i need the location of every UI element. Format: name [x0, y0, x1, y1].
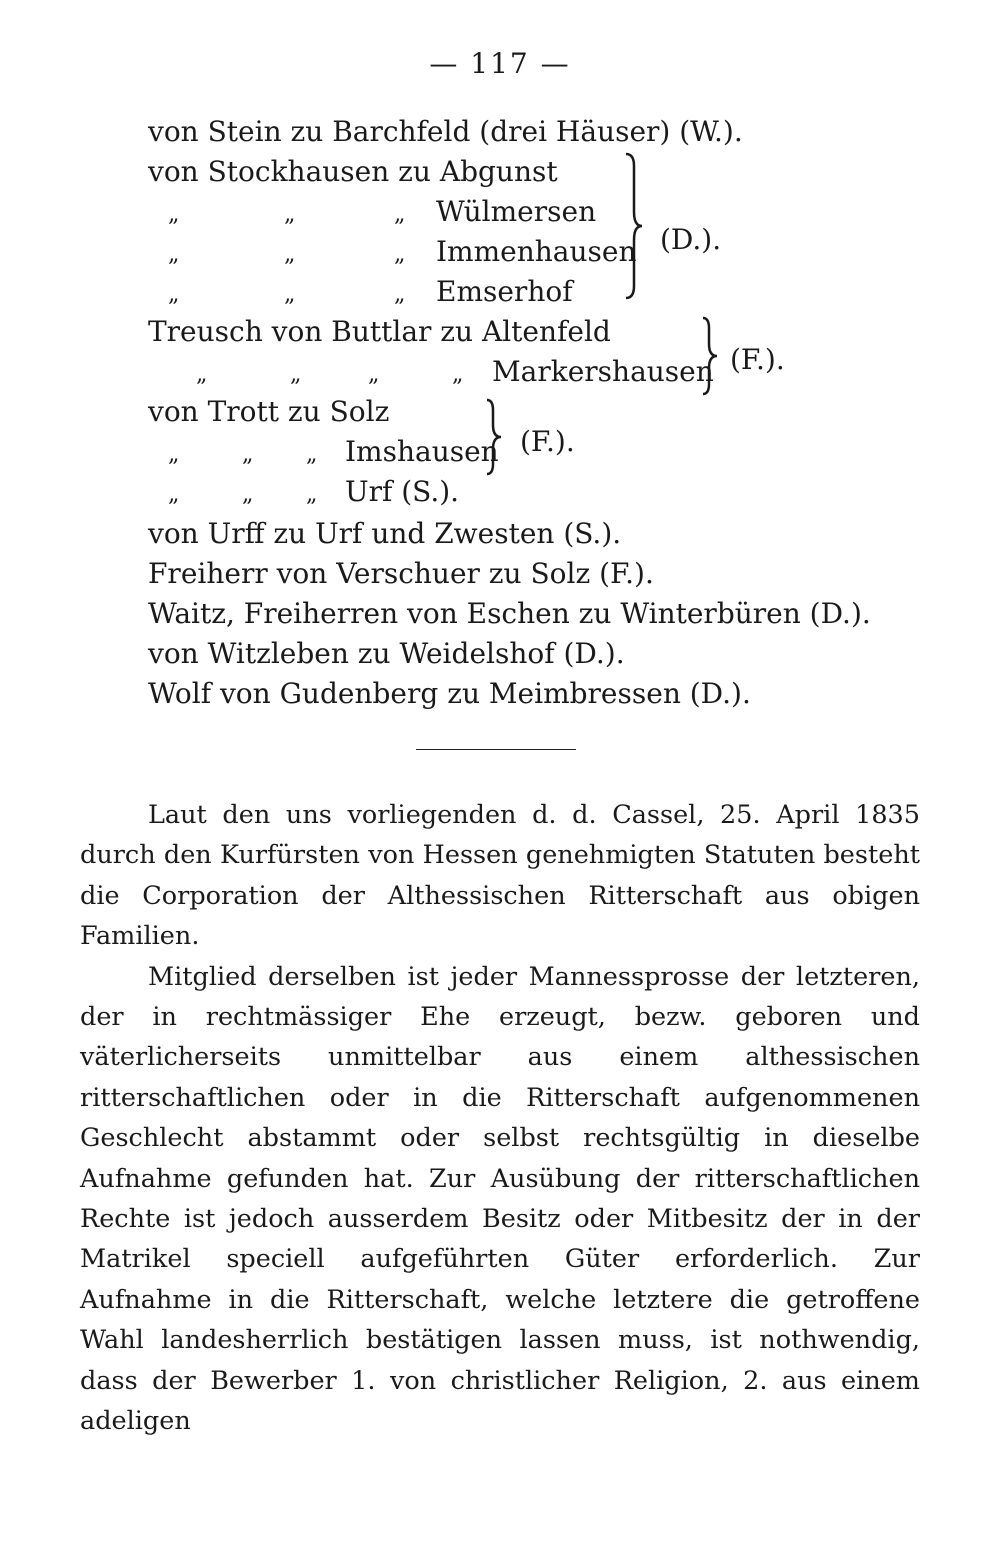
ditto-mark: „ [394, 282, 406, 307]
list-entry-stockhausen-wuelmersen: Wülmersen [436, 195, 597, 228]
group-tag-trott: (F.). [520, 425, 575, 458]
list-entry-stockhausen-emserhof: Emserhof [436, 275, 573, 308]
brace-stockhausen [620, 152, 650, 300]
paragraph-statutes: Laut den uns vorliegenden d. d. Cassel, 25. April 1835 durch den Kurfürsten von Hessen genehmigten Statuten besteht die Corporation der Althessischen Ritterschaft aus obigen Familien. [80, 800, 920, 952]
page-number: — 117 — [429, 47, 571, 80]
list-entry-trott-urf: Urf (S.). [345, 475, 460, 508]
ditto-mark: „ [196, 362, 208, 387]
ditto-mark: „ [284, 282, 296, 307]
brace-treusch [697, 316, 725, 396]
ditto-mark: „ [242, 442, 254, 467]
ditto-mark: „ [168, 242, 180, 267]
ditto-mark: „ [306, 482, 318, 507]
ditto-mark: „ [168, 202, 180, 227]
ditto-mark: „ [242, 482, 254, 507]
list-entry-trott-solz: von Trott zu Solz [148, 395, 390, 428]
list-entry-stockhausen-immenhausen: Immenhausen [436, 235, 637, 268]
ditto-mark: „ [284, 202, 296, 227]
ditto-mark: „ [306, 442, 318, 467]
ditto-mark: „ [394, 242, 406, 267]
group-tag-stockhausen: (D.). [660, 223, 722, 256]
ditto-mark: „ [168, 282, 180, 307]
list-entry-wolf: Wolf von Gudenberg zu Meimbressen (D.). [148, 677, 751, 710]
body-text [80, 795, 920, 1442]
brace-trott [481, 398, 509, 476]
ditto-mark: „ [168, 442, 180, 467]
ditto-mark: „ [394, 202, 406, 227]
list-entry-stein: von Stein zu Barchfeld (drei Häuser) (W.). [148, 115, 743, 148]
section-divider [416, 749, 576, 750]
list-entry-verschuer: Freiherr von Verschuer zu Solz (F.). [148, 557, 654, 590]
ditto-mark: „ [452, 362, 464, 387]
list-entry-waitz: Waitz, Freiherren von Eschen zu Winterbüren (D.). [148, 597, 871, 630]
list-entry-witzleben: von Witzleben zu Weidelshof (D.). [148, 637, 625, 670]
list-entry-trott-imshausen: Imshausen [345, 435, 499, 468]
list-entry-urff: von Urff zu Urf und Zwesten (S.). [148, 517, 622, 550]
ditto-mark: „ [290, 362, 302, 387]
paragraph-membership: Mitglied derselben ist jeder Mannessprosse der letzteren, der in rechtmässiger Ehe erzeugt, bezw. geboren und väterlicherseits unmittelbar aus einem althessischen ritterschaftlichen oder in die Ritterschaft aufgenommenen Geschlecht abstammt oder selbst rechtsgültig in dieselbe Aufnahme gefunden hat. Zur Ausübung der ritterschaftlichen Rechte ist jedoch ausserdem Besitz oder Mitbesitz der in der Matrikel speciell aufgeführten Güter erforderlich. Zur Aufnahme in die Ritterschaft, welche letztere die getroffene Wahl landesherrlich bestätigen lassen muss, ist nothwendig, dass der Bewerber 1. von christlicher Religion, 2. aus einem adeligen [80, 961, 920, 1437]
ditto-mark: „ [284, 242, 296, 267]
list-entry-stockhausen-abgunst: von Stockhausen zu Abgunst [148, 155, 558, 188]
ditto-mark: „ [168, 482, 180, 507]
group-tag-treusch: (F.). [730, 343, 785, 376]
list-entry-treusch-markershausen: Markershausen [492, 355, 714, 388]
ditto-mark: „ [368, 362, 380, 387]
list-entry-treusch-altenfeld: Treusch von Buttlar zu Altenfeld [148, 315, 611, 348]
